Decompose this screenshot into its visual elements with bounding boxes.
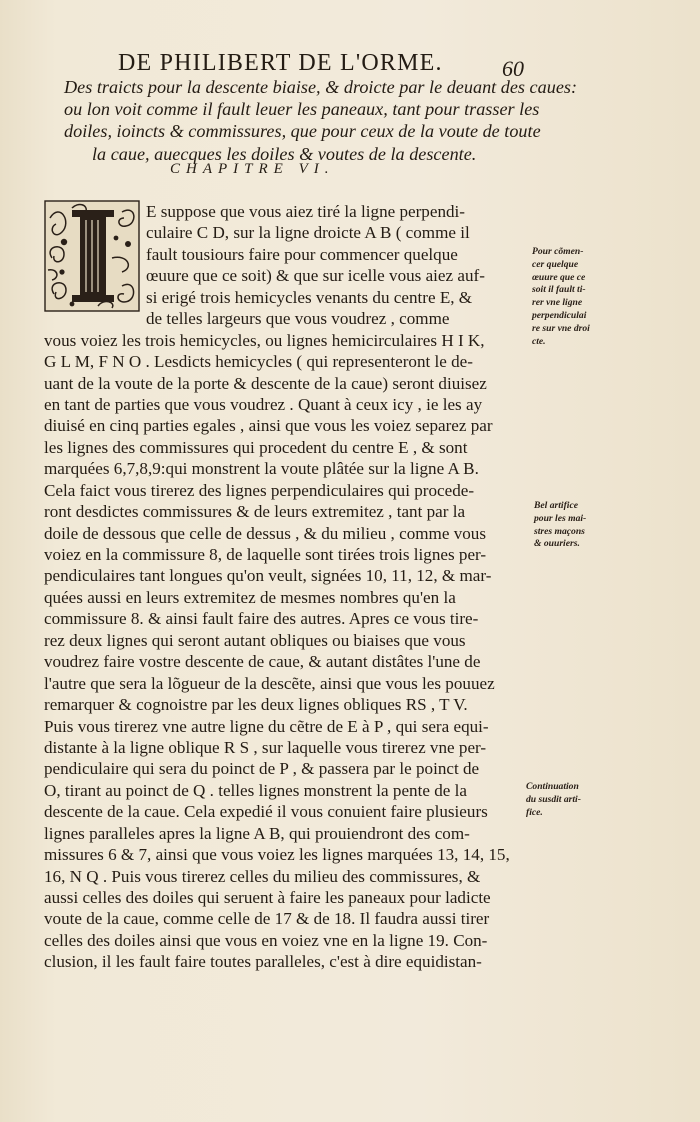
text-line: fault tousiours faire pour commencer quelque <box>146 244 458 264</box>
margin-line: œuure que ce <box>532 271 586 283</box>
margin-note-1 <box>532 246 590 348</box>
text-line: distante à la ligne oblique R S , sur laquelle vous tirerez vne per- <box>44 737 487 757</box>
text-line: l'autre que sera la lõgueur de la descẽte, ainsi que vous les pouuez <box>44 673 495 693</box>
text-line: ront desdictes commissures & de leurs extremitez , tant par la <box>44 502 466 522</box>
title-line: Des traicts pour la descente biaise, & droicte par le deuant des caues: <box>64 77 578 97</box>
margin-line: Pour cõmen- <box>532 246 584 257</box>
margin-note-3 <box>526 781 581 819</box>
text-line: si erigé trois hemicycles venants du centre E, & <box>146 287 473 307</box>
text-line: Puis vous tirerez vne autre ligne du cẽtre de E à P , qui sera equi- <box>44 716 489 736</box>
text-line: descente de la caue. Cela expedié il vous conuient faire plusieurs <box>44 802 488 822</box>
text-line: vous voiez les trois hemicycles, ou lignes hemicirculaires H I K, <box>44 330 485 350</box>
margin-line: pour les mai- <box>534 512 587 524</box>
margin-line: stres maçons <box>534 525 585 537</box>
text-line: œuure que ce soit) & que sur icelle vous aiez auf- <box>146 266 485 286</box>
margin-line: & ouuriers. <box>534 538 580 550</box>
text-line: lignes paralleles apres la ligne A B, qui prouiendront des com- <box>44 823 470 843</box>
body-text <box>44 201 524 973</box>
text-line: missures 6 & 7, ainsi que vous voiez les lignes marquées 13, 14, 15, <box>44 845 510 865</box>
text-line: culaire C D, sur la ligne droicte A B ( comme il <box>146 223 470 243</box>
text-line: quées aussi en leurs extremitez de mesmes nombres qu'en la <box>44 587 456 607</box>
text-line: uant de la voute de la porte & descente de la caue) seront diuisez <box>44 373 487 393</box>
text-line: Cela faict vous tirerez des lignes perpendiculaires qui procede- <box>44 480 475 500</box>
margin-line: cte. <box>532 335 546 347</box>
margin-line: fice. <box>526 806 543 818</box>
text-line: celles des doiles ainsi que vous en voiez vne en la ligne 19. Con- <box>44 930 488 950</box>
text-line: diuisé en cinq parties egales , ainsi que vous les voiez separez par <box>44 416 493 436</box>
text-line: voute de la caue, comme celle de 17 & de 18. Il faudra aussi tirer <box>44 909 490 929</box>
text-line: O, tirant au poinct de Q . telles lignes monstrent la pente de la <box>44 780 467 800</box>
margin-line: soit il fault ti- <box>532 284 586 296</box>
running-head: DE PHILIBERT DE L'ORME. <box>118 50 443 76</box>
text-line: les lignes des commissures qui procedent du centre E , & sont <box>44 437 468 457</box>
text-line: voudrez faire vostre descente de caue, & autant distâtes l'une de <box>44 652 481 672</box>
title-line: doiles, ioincts & commissures, que pour ceux de la voute de toute <box>64 121 541 142</box>
margin-line: perpendiculai <box>532 309 587 321</box>
text-line: G L M, F N O . Lesdicts hemicycles ( qui representeront le de- <box>44 352 473 372</box>
title-line: ou lon voit comme il fault leuer les paneaux, tant pour trasser les <box>64 99 540 120</box>
text-line: marquées 6,7,8,9:qui monstrent la voute plâtée sur la ligne A B. <box>44 459 479 479</box>
margin-line: rer vne ligne <box>532 297 583 309</box>
title-line: la caue, auecques les doiles & voutes de la descente. <box>92 143 477 164</box>
chapter-title <box>64 76 578 165</box>
text-line: commissure 8. & ainsi fault faire des autres. Apres ce vous tire- <box>44 609 479 629</box>
margin-line: cer quelque <box>532 258 579 270</box>
margin-line: du susdit arti- <box>526 793 581 805</box>
text-line: remarquer & cognoistre par les deux lignes obliques RS , T V. <box>44 695 468 715</box>
chapter-heading: CHAPITRE VI. <box>170 161 335 177</box>
text-line: E suppose que vous aiez tiré la ligne perpendi- <box>146 202 465 221</box>
text-line: en tant de parties que vous voudrez . Quant à ceux icy , ie les ay <box>44 394 483 414</box>
text-line: 16, N Q . Puis vous tirerez celles du milieu des commissures, & <box>44 866 481 886</box>
text-line: pendiculaires tant longues qu'on veult, signées 10, 11, 12, & mar- <box>44 566 492 586</box>
margin-line: Bel artifice <box>534 500 578 511</box>
text-line: aussi celles des doiles qui seruent à faire les paneaux pour ladicte <box>44 888 491 907</box>
margin-line: re sur vne droi <box>532 322 590 334</box>
margin-line: Continuation <box>526 781 579 792</box>
text-line: de telles largeurs que vous voudrez , comme <box>146 309 450 329</box>
text-line: clusion, il les fault faire toutes paralleles, c'est à dire equidistan- <box>44 952 482 972</box>
text-line: rez deux lignes qui seront autant obliques ou biaises que vous <box>44 630 466 650</box>
margin-note-2 <box>534 500 586 551</box>
text-line: doile de dessous que celle de dessus , & du milieu , comme vous <box>44 523 486 543</box>
page-number: 60 <box>502 56 524 81</box>
text-line: pendiculaire qui sera du poinct de P , & passera par le poinct de <box>44 759 480 779</box>
text-line: voiez en la commissure 8, de laquelle sont tirées trois lignes per- <box>44 545 487 564</box>
